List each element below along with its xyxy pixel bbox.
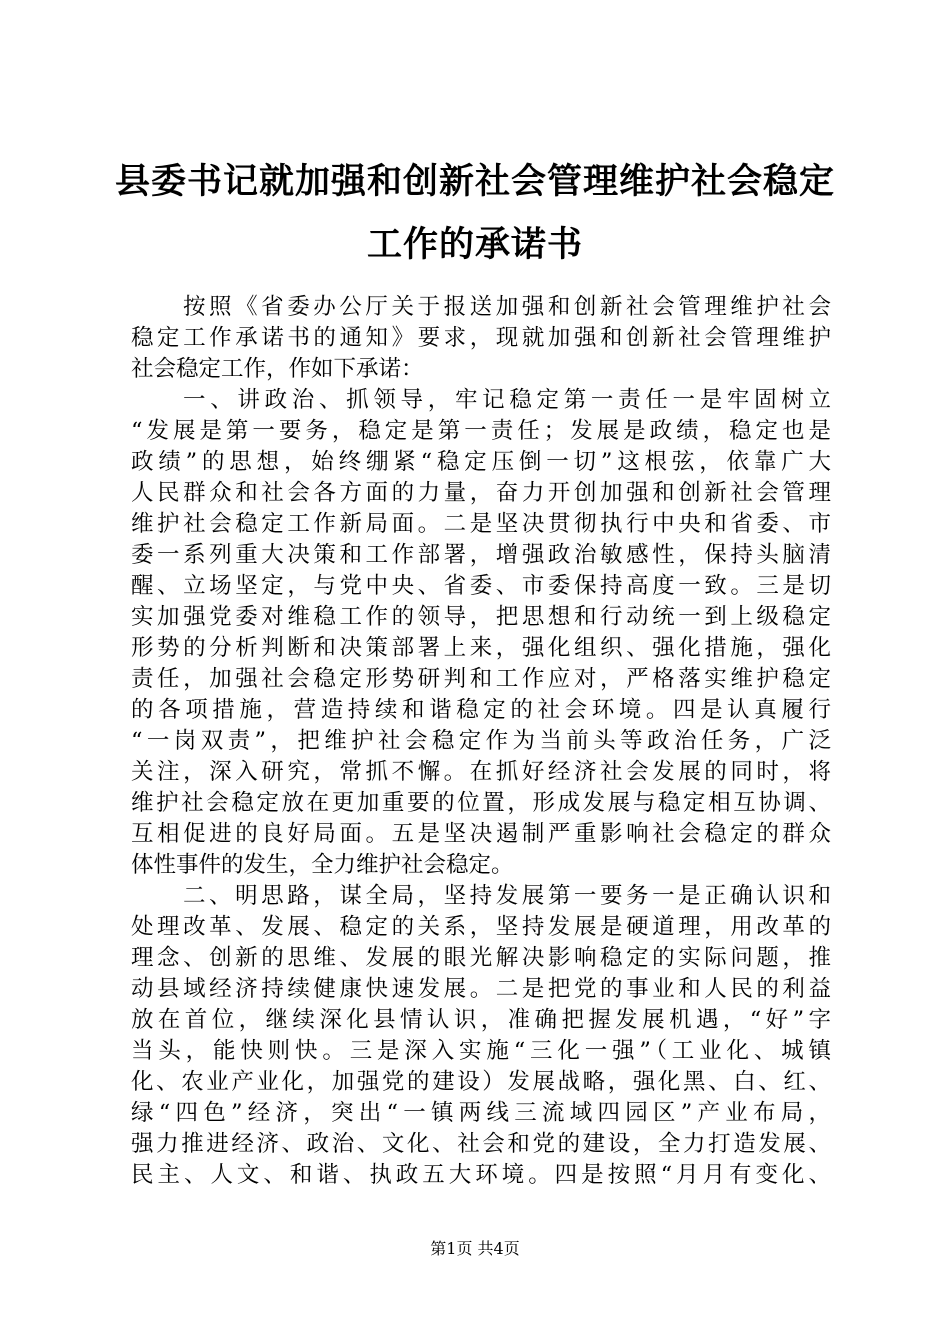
body-line: 社会稳定工作，作如下承诺： [131, 356, 424, 382]
body-line: 委一系列重大决策和工作部署，增强政治敏感性，保持头脑清 [131, 542, 831, 568]
body-line: “一岗双责”，把维护社会稳定作为当前头等政治任务，广泛 [131, 728, 831, 754]
body-line: 人民群众和社会各方面的力量，奋力开创加强和创新社会管理 [131, 480, 831, 506]
body-line: 稳定工作承诺书的通知》要求，现就加强和创新社会管理维护 [131, 325, 831, 351]
body-line: 维护社会稳定放在更加重要的位置，形成发展与稳定相互协调、 [131, 790, 831, 816]
body-line: “发展是第一要务，稳定是第一责任；发展是政绩，稳定也是 [131, 418, 831, 444]
body-line: 维护社会稳定工作新局面。二是坚决贯彻执行中央和省委、市 [131, 511, 831, 537]
body-line: 化、农业产业化，加强党的建设）发展战略，强化黑、白、红、 [131, 1069, 831, 1095]
body-line: 强力推进经济、政治、文化、社会和党的建设，全力打造发展、 [131, 1131, 831, 1157]
body-line: 绿“四色”经济，突出“一镇两线三流域四园区”产业布局， [131, 1100, 831, 1126]
body-line: 放在首位，继续深化县情认识，准确把握发展机遇，“好”字 [131, 1007, 831, 1033]
page-number-footer: 第1页 共4页 [430, 1239, 520, 1258]
body-line: 互相促进的良好局面。五是坚决遏制严重影响社会稳定的群众 [131, 821, 831, 847]
document-title-line-1: 县委书记就加强和创新社会管理维护社会稳定 [114, 161, 835, 202]
body-line: 一、讲政治、抓领导，牢记稳定第一责任一是牢固树立 [183, 387, 831, 413]
body-line: 的各项措施，营造持续和谐稳定的社会环境。四是认真履行 [131, 697, 831, 723]
body-line: 政绩”的思想，始终绷紧“稳定压倒一切”这根弦，依靠广大 [131, 449, 831, 475]
body-line: 动县域经济持续健康快速发展。二是把党的事业和人民的利益 [131, 976, 831, 1002]
body-line: 责任，加强社会稳定形势研判和工作应对，严格落实维护稳定 [131, 666, 831, 692]
body-line: 实加强党委对维稳工作的领导，把思想和行动统一到上级稳定 [131, 604, 831, 630]
body-line: 当头，能快则快。三是深入实施“三化一强”（工业化、城镇 [131, 1038, 831, 1064]
body-line: 醒、立场坚定，与党中央、省委、市委保持高度一致。三是切 [131, 573, 831, 599]
body-line: 理念、创新的思维、发展的眼光解决影响稳定的实际问题，推 [131, 945, 831, 971]
body-line: 关注，深入研究，常抓不懈。在抓好经济社会发展的同时，将 [131, 759, 831, 785]
body-line: 按照《省委办公厅关于报送加强和创新社会管理维护社会 [183, 294, 831, 320]
body-line: 形势的分析判断和决策部署上来，强化组织、强化措施，强化 [131, 635, 831, 661]
document-body [131, 292, 831, 1191]
body-line: 处理改革、发展、稳定的关系，坚持发展是硬道理，用改革的 [131, 914, 831, 940]
body-line: 民主、人文、和谐、执政五大环境。四是按照“月月有变化、 [131, 1162, 831, 1188]
body-line: 二、明思路，谋全局，坚持发展第一要务一是正确认识和 [183, 883, 831, 909]
body-line: 体性事件的发生，全力维护社会稳定。 [131, 852, 514, 878]
document-title-line-2: 工作的承诺书 [366, 224, 583, 265]
